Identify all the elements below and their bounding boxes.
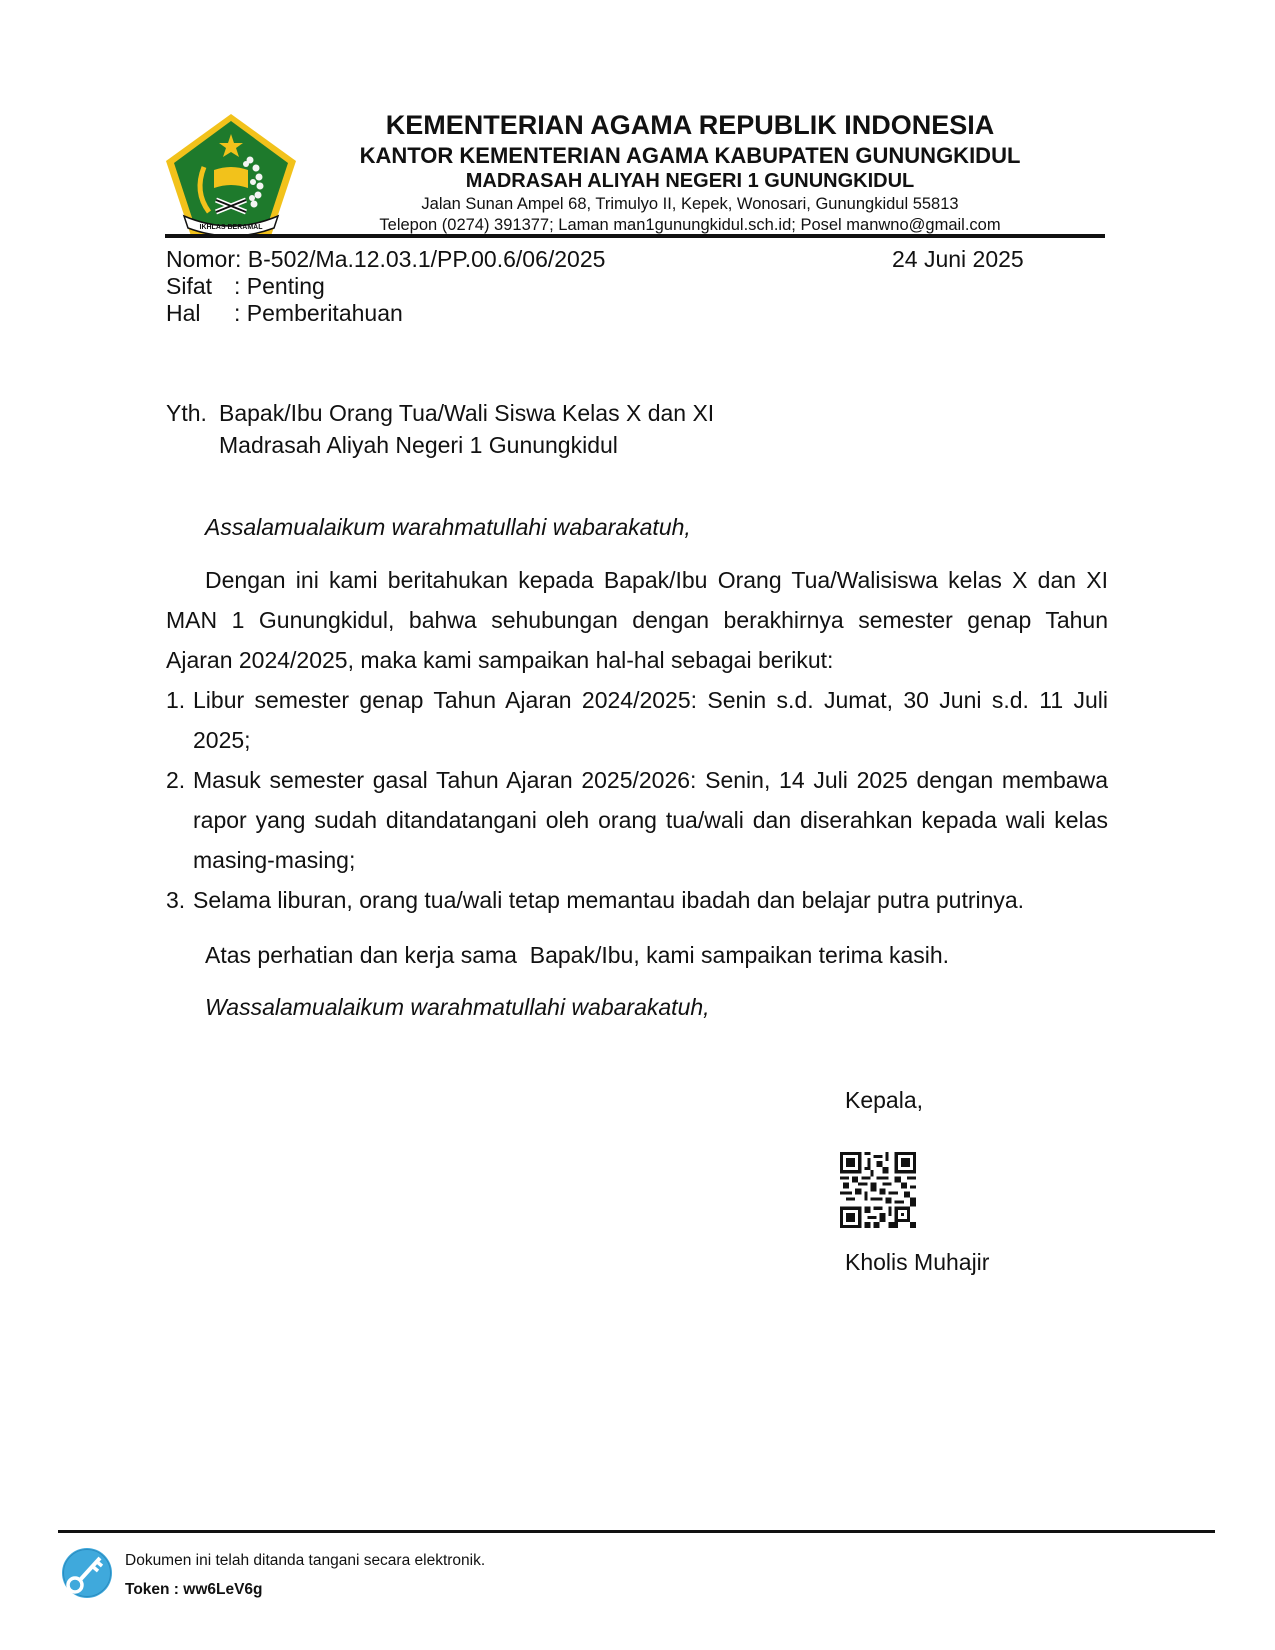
footer-divider [58, 1530, 1215, 1533]
office-name: KANTOR KEMENTERIAN AGAMA KABUPATEN GUNUNGKIDUL [359, 143, 1021, 168]
recipient-line-1: Bapak/Ibu Orang Tua/Wali Siswa Kelas X dan XI [219, 400, 715, 426]
signatory-title: Kepala, [845, 1087, 924, 1113]
signature-token: Token : ww6LeV6g [125, 1581, 263, 1598]
signatory-name: Kholis Muhajir [845, 1249, 990, 1275]
closing-greeting: Wassalamualaikum warahmatullahi wabarakatuh, [205, 994, 710, 1020]
recipient-line-2: Madrasah Aliyah Negeri 1 Gunungkidul [219, 432, 618, 458]
sifat-value: : Penting [234, 273, 325, 299]
kementerian-agama-emblem-icon [164, 112, 298, 238]
list-item-text: rapor yang sudah ditandatangani oleh orang tua/wali dan diserahkan kepada wali kelas [193, 807, 1108, 833]
sifat-label: Sifat [166, 273, 213, 299]
closing-text: Atas perhatian dan kerja sama Bapak/Ibu, kami sampaikan terima kasih. [205, 942, 950, 968]
letterhead-divider [165, 234, 1105, 238]
svg-text:IKHLAS BERAMAL: IKHLAS BERAMAL [199, 224, 263, 231]
intro-line: Ajaran 2024/2025, maka kami sampaikan hal-hal sebagai berikut: [166, 647, 834, 673]
hal-label: Hal [166, 300, 201, 326]
list-item-text: Libur semester genap Tahun Ajaran 2024/2025: Senin s.d. Jumat, 30 Juni s.d. 11 Juli [193, 687, 1108, 713]
list-item-text: 2025; [193, 727, 251, 753]
list-item-number: 3. [166, 887, 186, 913]
nomor-label: Nomor [166, 246, 236, 272]
ministry-name: KEMENTERIAN AGAMA REPUBLIK INDONESIA [385, 110, 995, 140]
qr-code-icon [840, 1152, 916, 1228]
letter-date: 24 Juni 2025 [892, 246, 1024, 272]
list-item-number: 2. [166, 767, 186, 793]
list-item-text: Masuk semester gasal Tahun Ajaran 2025/2026: Senin, 14 Juli 2025 dengan membawa [193, 767, 1108, 793]
letter-number [166, 246, 605, 273]
list-item-text: masing-masing; [193, 847, 356, 873]
hal-value: : Pemberitahuan [234, 300, 403, 326]
list-item-text: Selama liburan, orang tua/wali tetap memantau ibadah dan belajar putra putrinya. [193, 887, 1025, 913]
opening-greeting: Assalamualaikum warahmatullahi wabarakatuh, [205, 514, 691, 540]
intro-line: Dengan ini kami beritahukan kepada Bapak/Ibu Orang Tua/Walisiswa kelas X dan XI [205, 567, 1108, 593]
list-item-number: 1. [166, 687, 186, 713]
nomor-value: : B-502/Ma.12.03.1/PP.00.6/06/2025 [235, 246, 606, 272]
intro-line: MAN 1 Gunungkidul, bahwa sehubungan dengan berakhirnya semester genap Tahun [166, 607, 1108, 633]
school-contact: Telepon (0274) 391377; Laman man1gunungkidul.sch.id; Posel manwno@gmail.com [379, 216, 1001, 234]
e-signature-note: Dokumen ini telah ditanda tangani secara elektronik. [125, 1552, 486, 1569]
recipient-prefix: Yth. [166, 400, 207, 426]
school-address: Jalan Sunan Ampel 68, Trimulyo II, Kepek, Wonosari, Gunungkidul 55813 [421, 195, 959, 213]
digital-signature-key-icon [61, 1547, 113, 1599]
school-name: MADRASAH ALIYAH NEGERI 1 GUNUNGKIDUL [465, 170, 915, 192]
